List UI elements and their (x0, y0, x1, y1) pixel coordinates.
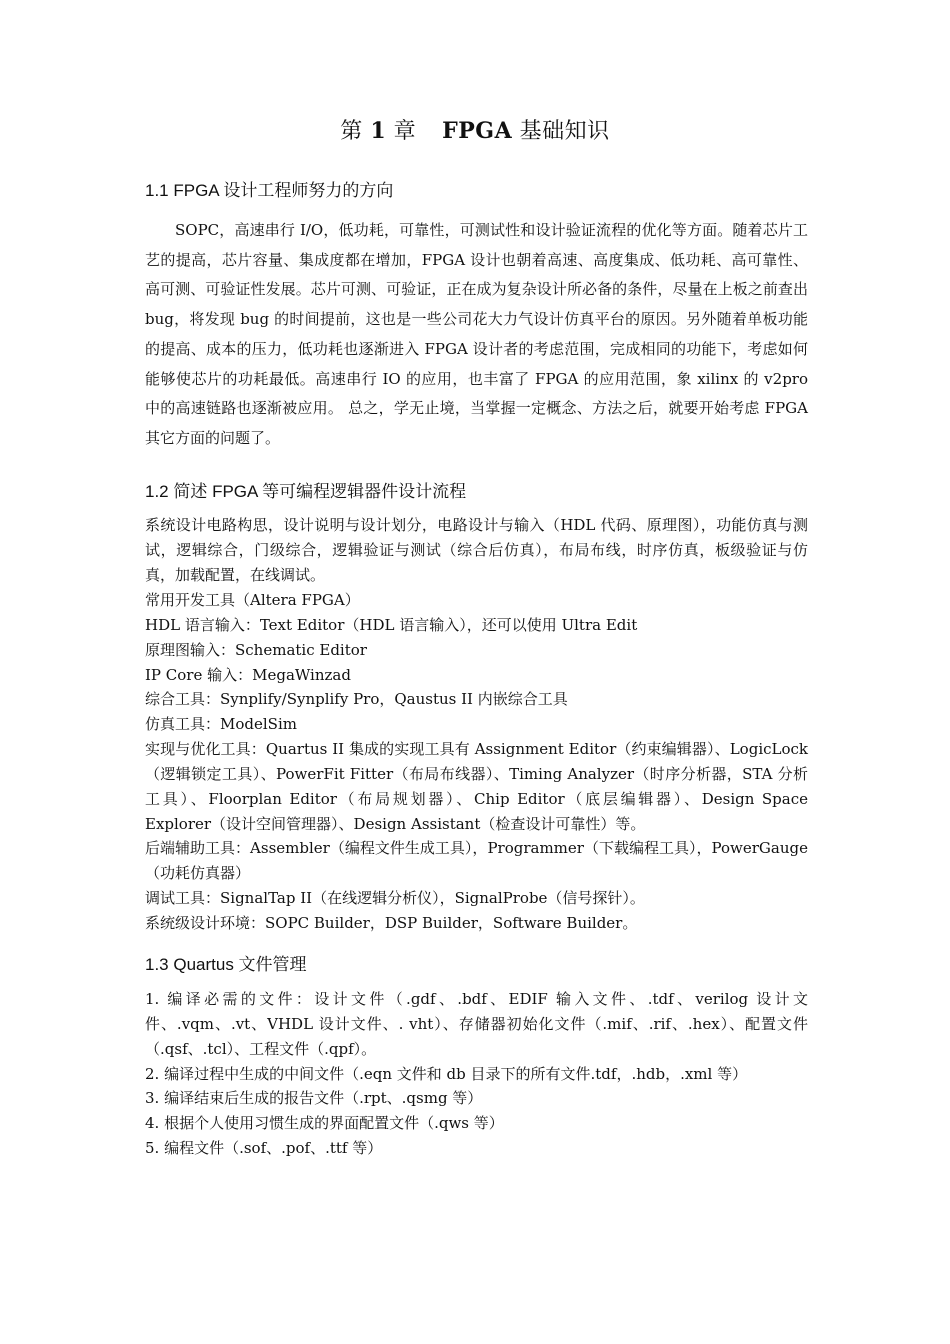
list-item: 常用开发工具（Altera FPGA） (145, 591, 360, 609)
chapter-number: 1 (370, 118, 387, 144)
list-item: 1. 编译必需的文件：设计文件（.gdf、.bdf、EDIF 输入文件、.tdf、verilog 设计文件、.vqm、.vt、VHDL 设计文件、. vht）、存储器初始化文件（.mif、.rif、.hex）、配置文件（.qsf、.tcl）、工程文件（.qpf）。 (145, 990, 808, 1058)
list-item: HDL 语言输入：Text Editor（HDL 语言输入），还可以使用 Ultra Edit (145, 615, 638, 634)
list-item: 原理图输入：Schematic Editor (145, 640, 367, 659)
chapter-suffix: 章 (393, 119, 417, 144)
list-item: 调试工具：SignalTap II（在线逻辑分析仪），SignalProbe（信号探针）。 (145, 889, 645, 908)
list-item: 系统级设计环境：SOPC Builder，DSP Builder，Software Builder。 (145, 913, 638, 932)
section-1-2-paragraph: 系统设计电路构思，设计说明与设计划分，电路设计与输入（HDL 代码、原理图），功能仿真与测试，逻辑综合，门级综合，逻辑验证与测试（综合后仿真），布局布线，时序仿真，板级验证与仿真，加载配置，在线调试。 (145, 516, 808, 584)
list-item: 仿真工具：ModelSim (145, 715, 297, 734)
chapter-fpga: FPGA (442, 118, 513, 144)
section-heading-1-2: 1.2 简述 FPGA 等可编程逻辑器件设计流程 (145, 482, 467, 501)
list-item: IP Core 输入：MegaWinzad (145, 665, 351, 684)
list-item: 综合工具：Synplify/Synplify Pro，Qaustus II 内嵌综合工具 (145, 690, 568, 709)
chapter-title (0, 114, 950, 145)
tool-list (145, 588, 808, 936)
section-1-1-paragraph: SOPC，高速串行 I/O，低功耗，可靠性，可测试性和设计验证流程的优化等方面。随着芯片工艺的提高，芯片容量、集成度都在增加，FPGA 设计也朝着高速、高度集成、低功耗、高可靠性、高可测、可验证性发展。芯片可测、可验证，正在成为复杂设计所必备的条件，尽量在上板之前查出 bug，将发现 bug 的时间提前，这也是一些公司花大力气设计仿真平台的原因。另外随着单板功能的提高、成本的压力，低功耗也逐渐进入 FPGA 设计者的考虑范围，完成相同的功能下，考虑如何能够使芯片的功耗最低。高速串行 IO 的应用，也丰富了 FPGA 的应用范围，象 xilinx 的 v2pro 中的高速链路也逐渐被应用。 总之，学无止境，当掌握一定概念、方法之后，就要开始考虑 FPGA 其它方面的问题了。 (145, 221, 808, 447)
file-list (145, 987, 808, 1161)
list-item: 3. 编译结束后生成的报告文件（.rpt、.qsmg 等） (145, 1089, 483, 1108)
list-item: 5. 编程文件（.sof、.pof、.ttf 等） (145, 1139, 383, 1158)
section-heading-1-1: 1.1 FPGA 设计工程师努力的方向 (145, 181, 394, 200)
chapter-title-rest: 基础知识 (519, 119, 610, 144)
list-item: 实现与优化工具：Quartus II 集成的实现工具有 Assignment Editor（约束编辑器）、LogicLock（逻辑锁定工具）、PowerFit Fitter（布局布线器）、Timing Analyzer（时序分析器，STA 分析工具）、Floorplan Editor（布局规划器）、Chip Editor（底层编辑器）、Design Space Explorer（设计空间管理器）、Design Assistant（检查设计可靠性）等。 (145, 740, 808, 833)
chapter-prefix: 第 (340, 119, 363, 144)
list-item: 2. 编译过程中生成的中间文件（.eqn 文件和 db 目录下的所有文件.tdf，.hdb，.xml 等） (145, 1064, 748, 1083)
list-item: 4. 根据个人使用习惯生成的界面配置文件（.qws 等） (145, 1114, 504, 1133)
list-item: 后端辅助工具：Assembler（编程文件生成工具），Programmer（下载编程工具），PowerGauge（功耗仿真器） (145, 839, 808, 883)
section-heading-1-3: 1.3 Quartus 文件管理 (145, 955, 307, 974)
